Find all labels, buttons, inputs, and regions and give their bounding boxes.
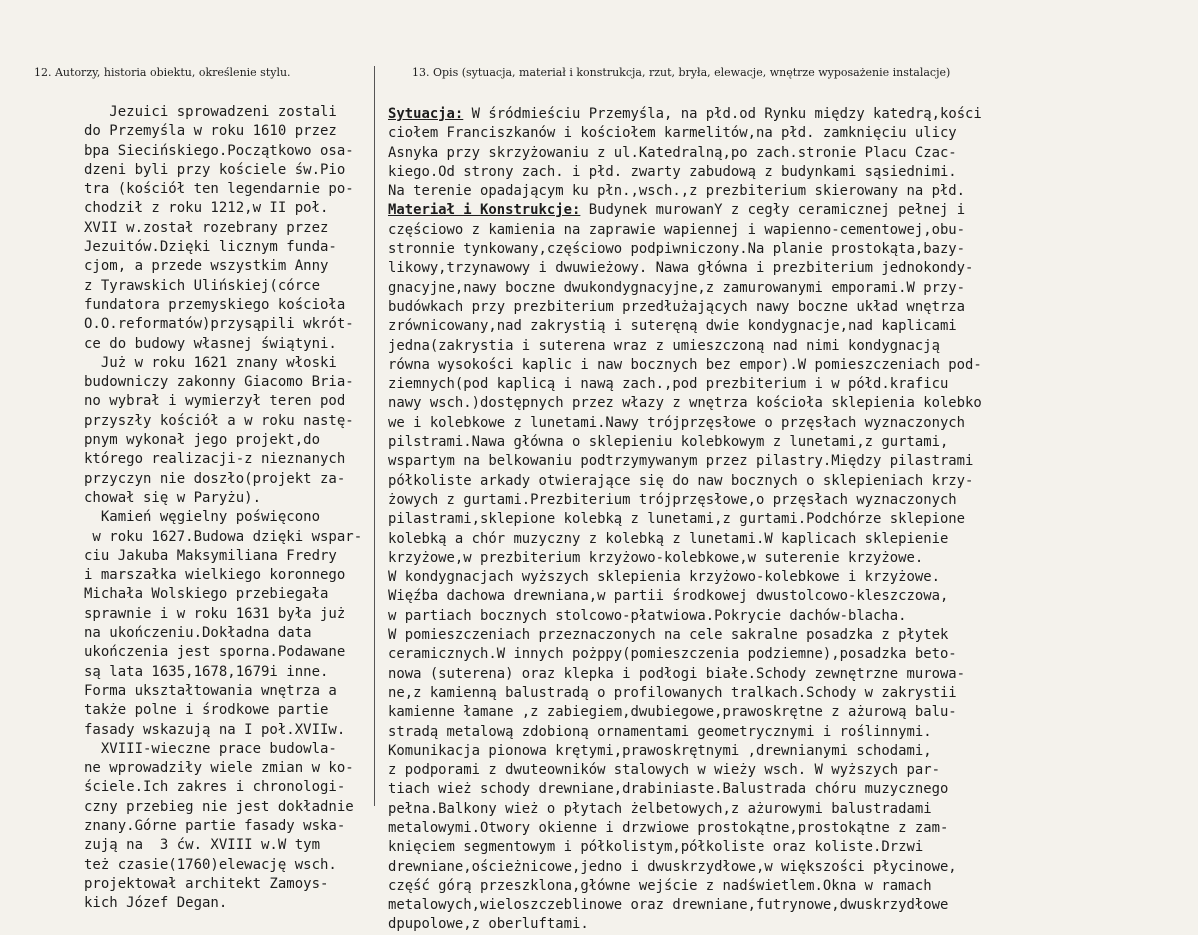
description-text-line <box>388 240 982 259</box>
description-text: Budynek murowanY z cegły ceramicznej pełnej i <box>580 202 966 219</box>
description-text: metalowych,wieloszczeblinowe oraz drewniane,futrynowe,dwuskrzydłowe <box>388 897 949 914</box>
description-text: stradą metalową zdobioną ornamentami geometrycznymi i roślinnymi. <box>388 723 932 740</box>
history-text-line: XVIII-wieczne prace budowla- <box>84 740 337 757</box>
description-text: półkoliste arkady otwierające się do naw bocznych o sklepieniach krzy- <box>388 472 974 489</box>
description-text-line <box>388 201 982 220</box>
description-text: dpupolowe,z oberluftami. <box>388 916 589 933</box>
description-text: Na terenie opadającym ku płn.,wsch.,z prezbiterium skierowany na płd. <box>388 183 966 200</box>
description-text: drewniane,ościeżnicowe,jedno i dwuskrzydłowe,w większości płycinowe, <box>388 858 957 875</box>
description-text: ceramicznych.W innych pożppy(pomieszczenia podziemne),posadzka beto- <box>388 646 957 663</box>
description-text-line <box>388 144 982 163</box>
description-text: metalowymi.Otwory okienne i drzwiowe prostokątne,prostokątne z zam- <box>388 819 949 836</box>
description-text: nawy wsch.)dostępnych przez włazy z wnętrza kościoła sklepienia kolebko <box>388 395 982 412</box>
history-text-line: O.O.reformatów)przysąpili wkrót- <box>84 316 354 333</box>
description-text-line <box>388 317 982 336</box>
history-text-line: dzeni byli przy kościele św.Pio <box>84 161 346 178</box>
description-text: kiego.Od strony zach. i płd. zwarty zabudową z budynkami sąsiednimi. <box>388 163 957 180</box>
description-text-column <box>388 105 982 935</box>
description-text: pilstrami.Nawa główna o sklepieniu kolebkowym z lunetami,z gurtami, <box>388 434 949 451</box>
description-text-line <box>388 780 982 799</box>
section-label: Materiał i Konstrukcje: <box>388 202 581 219</box>
history-text-line: i marszałka wielkiego koronnego <box>84 567 346 584</box>
description-text-line <box>388 838 982 857</box>
description-text-line <box>388 896 982 915</box>
description-text: we i kolebkowe z lunetami.Nawy trójprzęsłowe o przęsłach wyznaczonych <box>388 414 966 431</box>
history-text-line: są lata 1635,1678,1679i inne. <box>84 663 329 680</box>
history-text-line: Forma ukształtowania wnętrza a <box>84 682 337 699</box>
description-text: Komunikacja pionowa krętymi,prawoskrętnymi ,drewnianymi schodami, <box>388 742 932 759</box>
history-text-line: chodził z roku 1212,w II poł. <box>84 200 329 217</box>
description-text-line <box>388 530 982 549</box>
description-text: gnacyjne,nawy boczne dwukondygnacyjne,z zamurowanymi emporami.W przy- <box>388 279 966 296</box>
description-text: zrównicowany,nad zakrystią i suteręną dwie kondygnacje,nad kaplicami <box>388 318 957 335</box>
description-text: krzyżowe,w prezbiterium krzyżowo-kolebkowe,w suterenie krzyżowe. <box>388 549 924 566</box>
description-text: w partiach bocznych stolcowo-płatwiowa.Pokrycie dachów-blacha. <box>388 607 907 624</box>
history-text-line: też czasie(1760)elewację wsch. <box>84 856 337 873</box>
description-text-line <box>388 587 982 606</box>
history-text-line: fasady wskazują na I poł.XVIIw. <box>84 721 346 738</box>
history-text-line: przyczyn nie doszło(projekt za- <box>84 470 346 487</box>
history-text-line: Jezuitów.Dzięki licznym funda- <box>84 239 337 256</box>
description-text-line <box>388 761 982 780</box>
description-text-line <box>388 375 982 394</box>
description-text: W kondygnacjach wyższych sklepienia krzyżowo-kolebkowe i krzyżowe. <box>388 569 940 586</box>
description-text-line <box>388 626 982 645</box>
history-text-line: cjom, a przede wszystkim Anny <box>84 258 329 275</box>
description-text-line <box>388 723 982 742</box>
history-text-line: z Tyrawskich Ulińskiej(córce <box>84 277 321 294</box>
history-text-line: budowniczy zakonny Giacomo Bria- <box>84 374 354 391</box>
section-12-heading: 12. Autorzy, historia obiektu, określenie stylu. <box>34 66 291 79</box>
column-divider <box>374 66 375 806</box>
description-text: pełna.Balkony wież o płytach żelbetowych,z ażurowymi balustradami <box>388 800 932 817</box>
description-text-line <box>388 124 982 143</box>
history-text-line: Kamień węgielny poświęcono <box>84 509 321 526</box>
history-text-line: bpa Siecińskiego.Początkowo osa- <box>84 142 354 159</box>
description-text: W pomieszczeniach przeznaczonych na cele sakralne posadzka z płytek <box>388 627 949 644</box>
description-text: z podporami z dwuteowników stalowych w wieży wsch. W wyższych par- <box>388 762 940 779</box>
description-text-line <box>388 858 982 877</box>
history-text-line: na ukończeniu.Dokładna data <box>84 625 312 642</box>
history-text-line: czny przebieg nie jest dokładnie <box>84 798 354 815</box>
description-text: pilastrami,sklepione kolebką z lunetami,z gurtami.Podchórze sklepione <box>388 511 966 528</box>
history-text-line: kich Józef Degan. <box>84 895 228 912</box>
description-text: wspartym na belkowaniu podtrzymywanym przez pilastry.Między pilastrami <box>388 453 974 470</box>
description-text-line <box>388 394 982 413</box>
history-text-column <box>84 103 362 913</box>
description-text-line <box>388 684 982 703</box>
description-text: tiach wież schody drewniane,drabiniaste.Balustrada chóru muzycznego <box>388 781 949 798</box>
description-text-line <box>388 337 982 356</box>
description-text: likowy,trzynawowy i dwuwieżowy. Nawa główna i prezbiterium jednokondy- <box>388 260 974 277</box>
description-text-line <box>388 182 982 201</box>
description-text: kamienne łamane ,z zabiegiem,dwubiegowe,prawoskrętne z ażurową balu- <box>388 704 957 721</box>
description-text: równa wysokości kaplic i naw bocznych bez empor).W pomieszczeniach pod- <box>388 356 982 373</box>
description-text-line <box>388 819 982 838</box>
description-text-line <box>388 279 982 298</box>
history-text-line: no wybrał i wymierzył teren pod <box>84 393 346 410</box>
description-text: kolebką a chór muzyczny z kolebką z lunetami.W kaplicach sklepienie <box>388 530 949 547</box>
description-text: knięciem segmentowym i półkolistym,półkoliste oraz koliste.Drzwi <box>388 839 924 856</box>
history-text-line: do Przemyśla w roku 1610 przez <box>84 123 337 140</box>
history-text-line: ne wprowadziły wiele zmian w ko- <box>84 760 354 777</box>
history-text-line: pnym wykonał jego projekt,do <box>84 432 321 449</box>
description-text-line <box>388 800 982 819</box>
section-label: Sytuacja: <box>388 106 464 122</box>
description-text: częściowo z kamienia na zaprawie wapiennej i wapienno-cementowej,obu- <box>388 221 966 238</box>
history-text-line: ukończenia jest sporna.Podawane <box>84 644 346 661</box>
history-text-line: projektował architekt Zamoys- <box>84 875 329 892</box>
description-text-line <box>388 414 982 433</box>
description-text: jedna(zakrystia i suterena wraz z umieszczoną nad nimi kondygnacją <box>388 337 940 354</box>
description-text-line <box>388 915 982 934</box>
history-text-line: w roku 1627.Budowa dzięki wspar- <box>84 528 363 545</box>
history-text-line: tra (kościół ten legendarnie po- <box>84 181 354 198</box>
history-text-line: zują na 3 ćw. XVIII w.W tym <box>84 837 321 854</box>
description-text-line <box>388 472 982 491</box>
description-text: Asnyka przy skrzyżowaniu z ul.Katedralną,po zach.stronie Placu Czac- <box>388 144 957 161</box>
description-text-line <box>388 549 982 568</box>
description-text-line <box>388 742 982 761</box>
description-text-line <box>388 607 982 626</box>
description-text: Więźba dachowa drewniana,w partii środkowej dwustolcowo-kleszczowa, <box>388 588 949 605</box>
history-text-line: sprawnie i w roku 1631 była już <box>84 605 346 622</box>
history-text-line: także polne i środkowe partie <box>84 702 329 719</box>
description-text-line <box>388 665 982 684</box>
description-text-line <box>388 105 982 124</box>
history-text-line: Michała Wolskiego przebiegała <box>84 586 329 603</box>
description-text-line <box>388 568 982 587</box>
description-text-line <box>388 452 982 471</box>
history-text-line: znany.Górne partie fasady wska- <box>84 817 346 834</box>
description-text-line <box>388 259 982 278</box>
history-text-line: ciu Jakuba Maksymiliana Fredry <box>84 547 337 564</box>
description-text: ziemnych(pod kaplicą i nawą zach.,pod prezbiterium i w półd.kraficu <box>388 376 949 393</box>
description-text-line <box>388 510 982 529</box>
description-text-line <box>388 877 982 896</box>
description-text-line <box>388 163 982 182</box>
description-text: stronnie tynkowany,częściowo podpiwniczony.Na planie prostokąta,bazy- <box>388 241 966 258</box>
description-text: nowa (suterena) oraz klepka i podłogi białe.Schody zewnętrzne murowa- <box>388 665 966 682</box>
description-text-line <box>388 298 982 317</box>
description-text: część górą przeszklona,główne wejście z nadświetlem.Okna w ramach <box>388 877 932 894</box>
section-13-heading: 13. Opis (sytuacja, materiał i konstrukcja, rzut, bryła, elewacje, wnętrze wyposażenie instalacje) <box>412 66 951 79</box>
description-text-line <box>388 356 982 375</box>
history-text-line: chował się w Paryżu). <box>84 489 262 506</box>
description-text-line <box>388 491 982 510</box>
description-text: budówkach przy prezbiterium przedłużających nawy boczne układ wnętrza <box>388 298 966 315</box>
history-text-line: przyszły kościół a w roku nastę- <box>84 412 354 429</box>
history-text-line: Jezuici sprowadzeni zostali <box>84 104 337 120</box>
history-text-line: ściele.Ich zakres i chronologi- <box>84 779 346 796</box>
history-text-line: ce do budowy własnej świątyni. <box>84 335 337 352</box>
description-text: żowych z gurtami.Prezbiterium trójprzęsłowe,o przęsłach wyznaczonych <box>388 491 957 508</box>
history-text-line: Już w roku 1621 znany włoski <box>84 354 337 371</box>
history-text-line: fundatora przemyskiego kościoła <box>84 296 346 313</box>
description-text-line <box>388 703 982 722</box>
description-text-line <box>388 221 982 240</box>
description-text: W śródmieściu Przemyśla, na płd.od Rynku między katedrą,kości <box>463 106 982 122</box>
description-text-line <box>388 433 982 452</box>
history-text-line: którego realizacji-z nieznanych <box>84 451 346 468</box>
description-text-line <box>388 645 982 664</box>
description-text: ne,z kamienną balustradą o profilowanych tralkach.Schody w zakrystii <box>388 684 957 701</box>
history-text-line: XVII w.został rozebrany przez <box>84 219 329 236</box>
description-text: ciołem Franciszkanów i kościołem karmelitów,na płd. zamknięciu ulicy <box>388 125 957 142</box>
